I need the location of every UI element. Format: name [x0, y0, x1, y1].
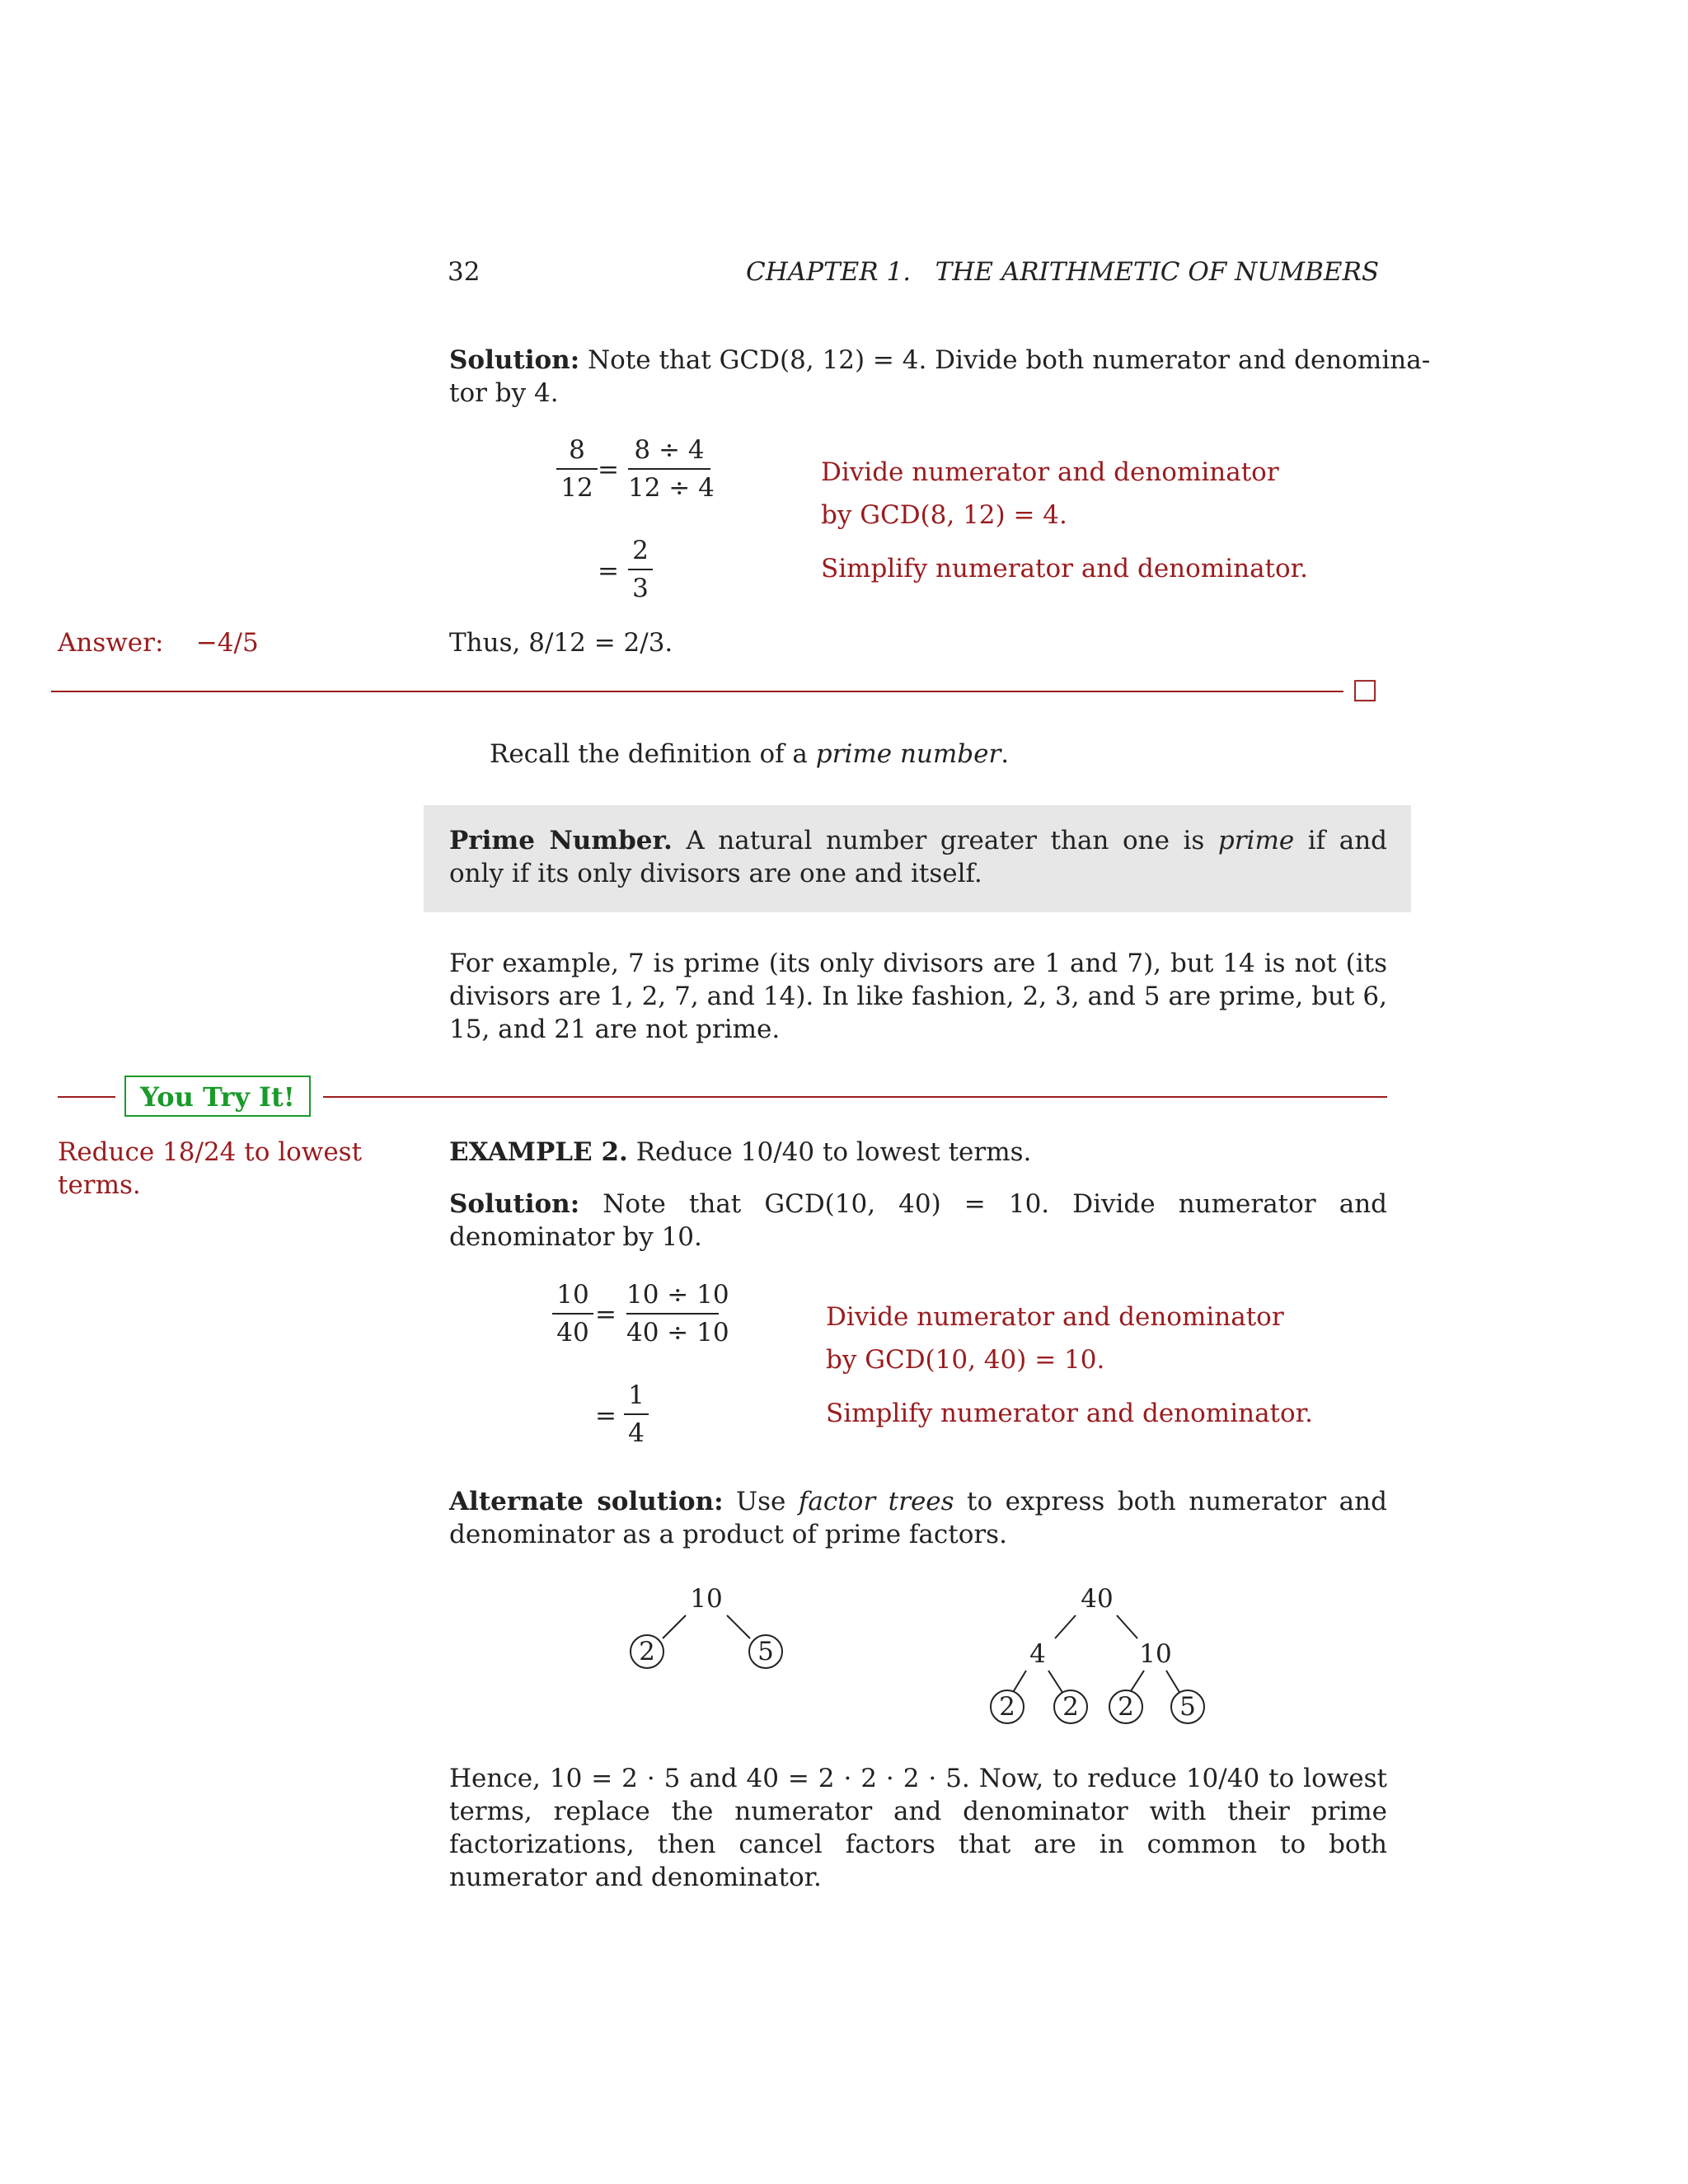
you-try-it-label: You Try It!	[124, 1076, 311, 1117]
prime-definition: Prime Number. A natural number greater than one is prime if and only if its only divisors are one and itself.	[449, 826, 1388, 888]
fraction-1-4: 1 4	[624, 1379, 649, 1450]
recall-text: Recall the definition of a prime number.	[490, 739, 1010, 769]
equals-sign: =	[598, 556, 619, 586]
tree10-leaf-2: 2	[630, 1634, 664, 1669]
prime-examples-paragraph: For example, 7 is prime (its only divisors are 1 and 7), but 14 is not (its divisors are 1, 2, 7, and 14). In like fashion, 2, 3, and 5 are prime, but 6, 15, and 21 are not prime.	[449, 949, 1387, 1044]
answer-label: Answer:	[58, 628, 164, 658]
note-simplify-2: Simplify numerator and denominator.	[826, 1399, 1313, 1428]
tree40-leaf-5: 5	[1170, 1690, 1205, 1724]
page-number: 32	[448, 257, 481, 287]
note-divide-gcd-2: Divide numerator and denominator by GCD(10, 40) = 10.	[826, 1302, 1284, 1375]
solution-1-label: Solution:	[449, 345, 580, 375]
note-divide-gcd: Divide numerator and denominator by GCD(8, 12) = 4.	[821, 457, 1279, 530]
tree40-node-4: 4	[1029, 1639, 1046, 1669]
equals-sign: =	[595, 1401, 617, 1431]
hence-paragraph: Hence, 10 = 2 · 5 and 40 = 2 · 2 · 2 · 5. Now, to reduce 10/40 to lowest terms, replace the numerator and denominator with their prime factorizations, then cancel factors that are in common to both numerator and denominator.	[449, 1764, 1387, 1892]
equals-sign: =	[598, 455, 619, 485]
example-2-heading: EXAMPLE 2. Reduce 10/40 to lowest terms.	[449, 1137, 1032, 1167]
margin-exercise: Reduce 18/24 to lowest terms.	[58, 1137, 363, 1200]
fraction-8-12: 8 12	[556, 434, 598, 504]
tree10-root: 10	[690, 1584, 723, 1614]
fraction-2-3: 2 3	[628, 534, 653, 605]
fraction-10-40: 10 40	[552, 1278, 593, 1349]
definition-title: Prime Number.	[449, 826, 673, 855]
tree40-leaf-2a: 2	[990, 1690, 1025, 1724]
fraction-10div10-40div10: 10 ÷ 10 40 ÷ 10	[626, 1280, 729, 1347]
tree40-root: 40	[1081, 1584, 1114, 1614]
chapter-title: CHAPTER 1. THE ARITHMETIC OF NUMBERS	[746, 257, 1380, 287]
conclusion-1: Thus, 8/12 = 2/3.	[449, 628, 673, 658]
tree40-leaf-2c: 2	[1109, 1690, 1143, 1724]
tree40-node-10: 10	[1139, 1639, 1172, 1669]
answer-value: −4/5	[195, 628, 259, 658]
solution-2: Solution: Note that GCD(10, 40) = 10. Divide numerator and denominator by 10.	[449, 1189, 1387, 1252]
tree10-leaf-5: 5	[748, 1634, 783, 1669]
solution-1-line2: tor by 4.	[449, 378, 559, 408]
alternate-solution: Alternate solution: Use factor trees to express both numerator and denominator as a product of prime factors.	[449, 1487, 1387, 1549]
note-simplify: Simplify numerator and denominator.	[821, 554, 1308, 583]
fraction-8div4-12div4: 8 ÷ 4 12 ÷ 4	[628, 435, 715, 503]
tree40-leaf-2b: 2	[1053, 1690, 1088, 1724]
qed-box: □	[1352, 673, 1379, 705]
equals-sign: =	[595, 1300, 617, 1329]
solution-1-line1: Note that GCD(8, 12) = 4. Divide both numerator and denomina-	[579, 345, 1431, 375]
